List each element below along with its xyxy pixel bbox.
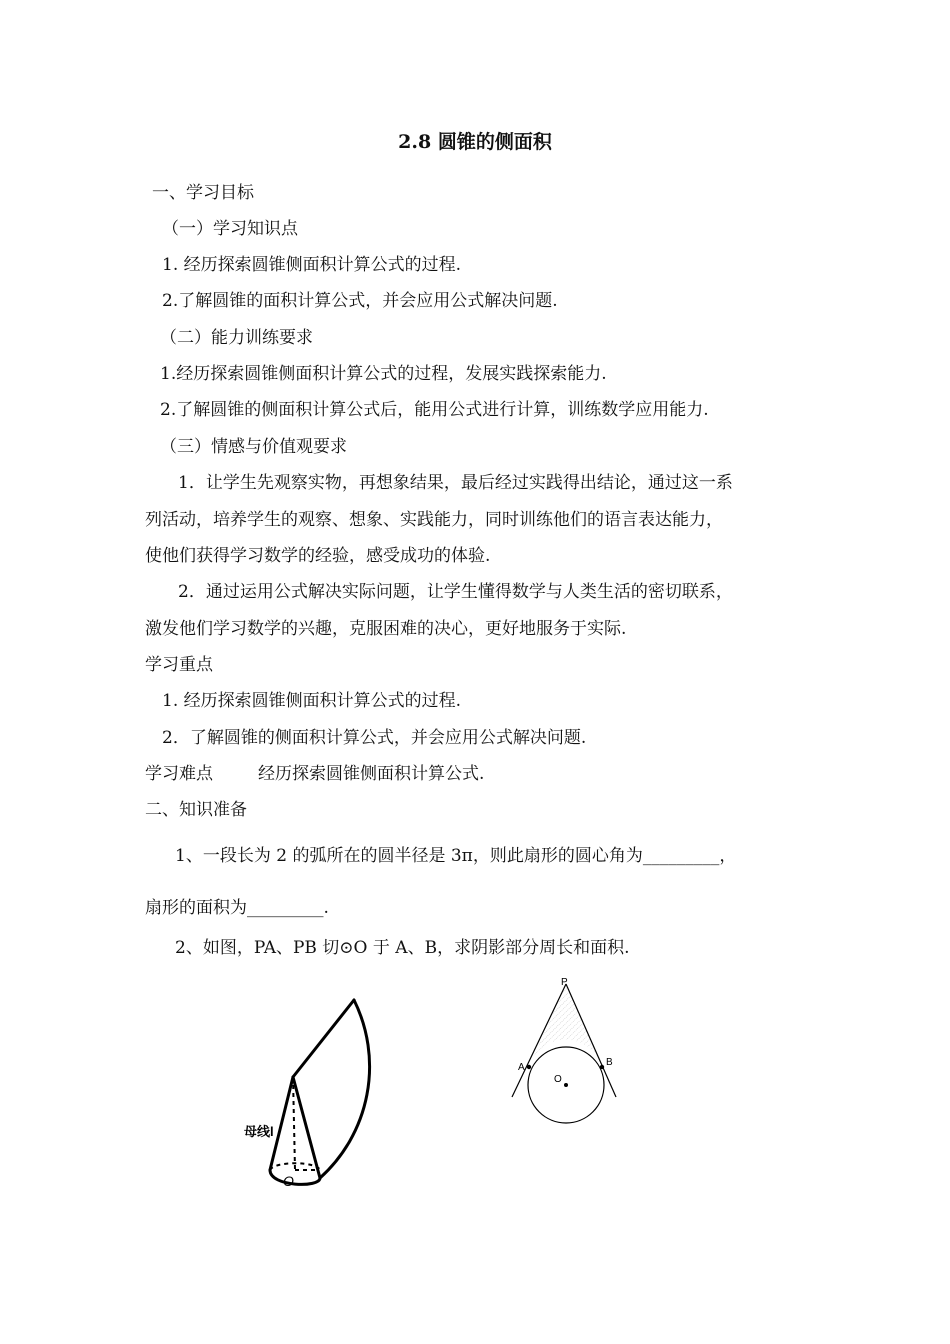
question-2: 2、如图，PA、PB 切⊙O 于 A、B，求阴影部分周长和面积. bbox=[175, 938, 630, 958]
question-1-line-1: 1、一段长为 2 的弧所在的圆半径是 3π，则此扇形的圆心角为_________， bbox=[175, 846, 737, 866]
difficulty-text: 经历探索圆锥侧面积计算公式. bbox=[258, 764, 485, 784]
emotion-paragraph-line: 列活动，培养学生的观察、想象、实践能力，同时训练他们的语言表达能力， bbox=[145, 510, 723, 530]
emotion-paragraph-line: 激发他们学习数学的兴趣，克服困难的决心，更好地服务于实际. bbox=[145, 619, 627, 639]
point-o-label: O bbox=[554, 1074, 562, 1085]
point-p-label: P bbox=[561, 977, 568, 988]
ability-item: 1.经历探索圆锥侧面积计算公式的过程，发展实践探索能力. bbox=[160, 364, 607, 384]
preparation-heading: 二、知识准备 bbox=[145, 800, 247, 820]
emotion-heading: （三）情感与价值观要求 bbox=[160, 437, 347, 457]
generatrix-label: 母线l bbox=[244, 1124, 274, 1139]
key-point-item: 2．了解圆锥的侧面积计算公式，并会应用公式解决问题. bbox=[162, 728, 587, 748]
knowledge-heading: （一）学习知识点 bbox=[162, 219, 298, 239]
knowledge-item: 1. 经历探索圆锥侧面积计算公式的过程. bbox=[162, 255, 462, 275]
difficulty-label: 学习难点 bbox=[145, 764, 213, 784]
point-a-label: A bbox=[518, 1062, 525, 1073]
key-point-item: 1. 经历探索圆锥侧面积计算公式的过程. bbox=[162, 691, 462, 711]
cone-lateral-surface-figure bbox=[230, 990, 400, 1200]
emotion-paragraph-line: 1．让学生先观察实物，再想象结果，最后经过实践得出结论，通过这一系 bbox=[178, 473, 733, 493]
emotion-paragraph-line: 2．通过运用公式解决实际问题，让学生懂得数学与人类生活的密切联系， bbox=[178, 582, 733, 602]
knowledge-item: 2.了解圆锥的面积计算公式，并会应用公式解决问题. bbox=[162, 291, 558, 311]
ability-item: 2.了解圆锥的侧面积计算公式后，能用公式进行计算，训练数学应用能力. bbox=[160, 400, 709, 420]
objectives-heading: 一、学习目标 bbox=[152, 183, 254, 203]
point-b-label: B bbox=[606, 1057, 613, 1068]
cone-center-label: O bbox=[283, 1173, 294, 1189]
key-points-heading: 学习重点 bbox=[145, 655, 213, 675]
question-1-line-2: 扇形的面积为_________. bbox=[145, 898, 329, 918]
page-title: 2.8 圆锥的侧面积 bbox=[398, 131, 552, 153]
tangent-circle-figure bbox=[500, 970, 630, 1130]
ability-heading: （二）能力训练要求 bbox=[160, 328, 313, 348]
emotion-paragraph-line: 使他们获得学习数学的经验，感受成功的体验. bbox=[145, 546, 491, 566]
